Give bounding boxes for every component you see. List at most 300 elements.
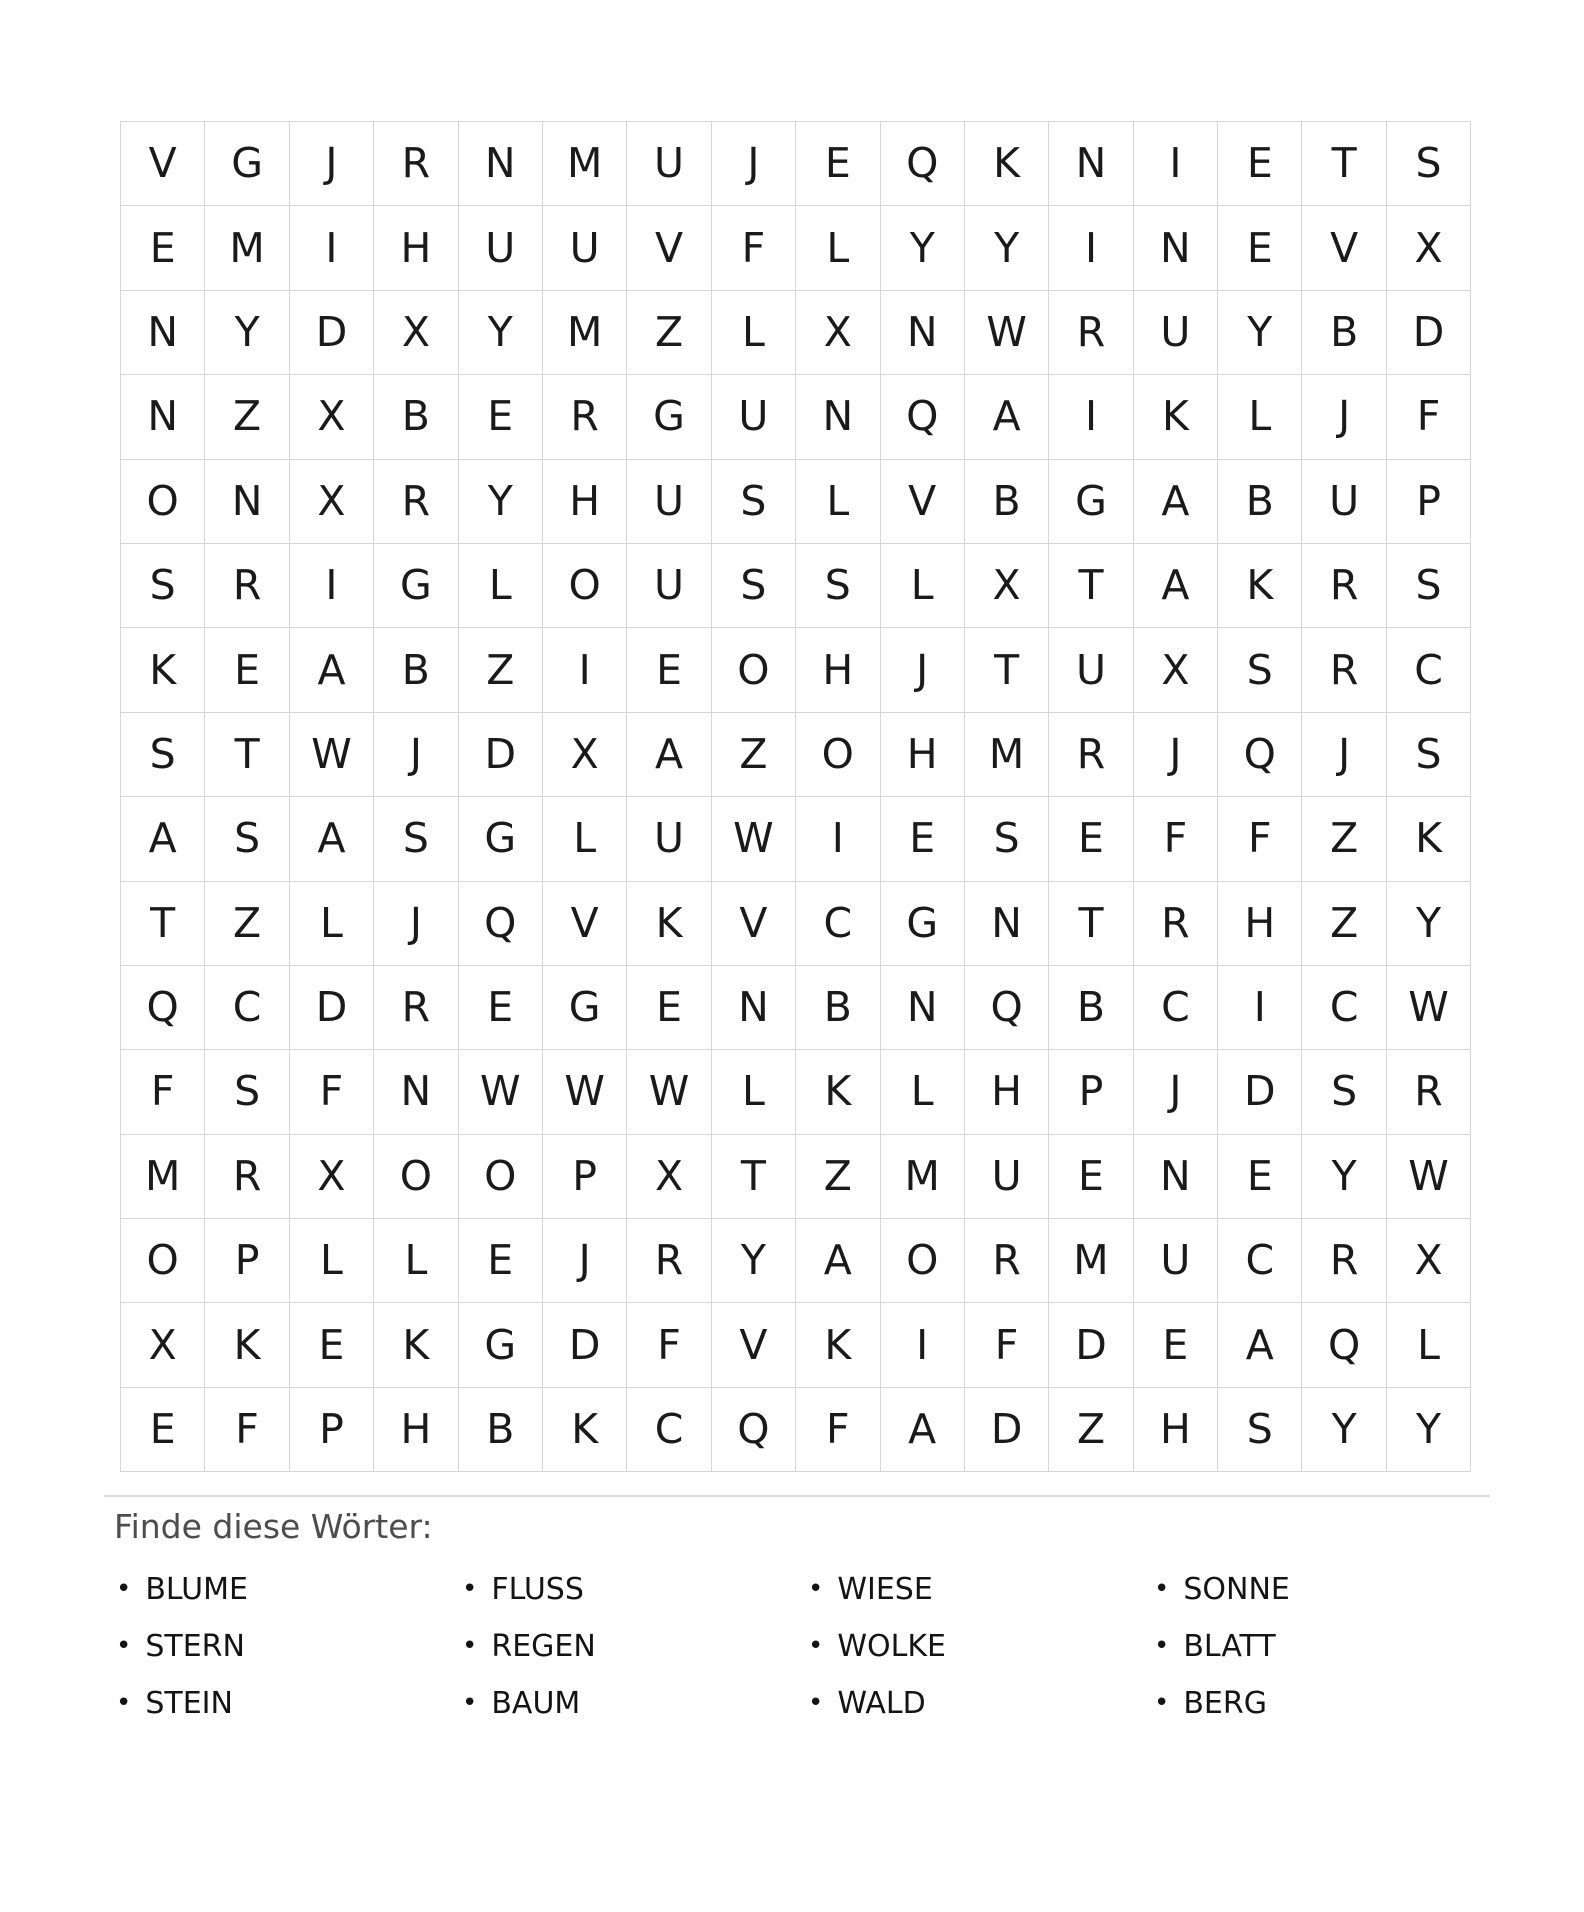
grid-cell[interactable]: S bbox=[1387, 544, 1470, 627]
grid-cell[interactable]: N bbox=[1134, 206, 1217, 289]
grid-cell[interactable]: W bbox=[965, 291, 1048, 374]
grid-cell[interactable]: K bbox=[374, 1303, 457, 1386]
bullet-icon: • bbox=[808, 1631, 824, 1662]
grid-cell[interactable]: G bbox=[1049, 460, 1132, 543]
grid-cell[interactable]: M bbox=[205, 206, 288, 289]
grid-cell[interactable]: E bbox=[796, 122, 879, 205]
grid-cell[interactable]: N bbox=[881, 966, 964, 1049]
grid-cell[interactable]: A bbox=[290, 797, 373, 880]
grid-cell[interactable]: H bbox=[543, 460, 626, 543]
grid-cell[interactable]: U bbox=[1049, 628, 1132, 711]
grid-cell[interactable]: R bbox=[1302, 1219, 1385, 1302]
grid-cell[interactable]: N bbox=[459, 122, 542, 205]
grid-cell[interactable]: T bbox=[712, 1135, 795, 1218]
word-list-item bbox=[450, 1675, 796, 1732]
grid-cell[interactable]: Q bbox=[121, 966, 204, 1049]
grid-cell[interactable]: K bbox=[205, 1303, 288, 1386]
grid-cell[interactable]: M bbox=[1049, 1219, 1132, 1302]
grid-cell[interactable]: S bbox=[1218, 1388, 1301, 1471]
grid-cell[interactable]: A bbox=[1218, 1303, 1301, 1386]
grid-cell[interactable]: C bbox=[1387, 628, 1470, 711]
grid-cell[interactable]: M bbox=[543, 291, 626, 374]
grid-cell[interactable]: Q bbox=[881, 375, 964, 458]
grid-cell[interactable]: C bbox=[796, 882, 879, 965]
grid-cell[interactable]: D bbox=[965, 1388, 1048, 1471]
grid-cell[interactable]: A bbox=[965, 375, 1048, 458]
grid-cell[interactable]: P bbox=[1387, 460, 1470, 543]
grid-cell[interactable]: D bbox=[543, 1303, 626, 1386]
word-label: BERG bbox=[1183, 1685, 1267, 1721]
grid-cell[interactable]: W bbox=[712, 797, 795, 880]
grid-cell[interactable]: T bbox=[1049, 882, 1132, 965]
word-list-item bbox=[796, 1675, 1142, 1732]
grid-cell[interactable]: E bbox=[627, 628, 710, 711]
grid-cell[interactable]: H bbox=[796, 628, 879, 711]
grid-cell[interactable]: E bbox=[1049, 1135, 1132, 1218]
grid-cell[interactable]: U bbox=[1302, 460, 1385, 543]
grid-cell[interactable]: A bbox=[627, 713, 710, 796]
grid-cell[interactable]: E bbox=[459, 966, 542, 1049]
word-list-item bbox=[104, 1675, 450, 1732]
grid-cell[interactable]: Y bbox=[965, 206, 1048, 289]
grid-cell[interactable]: S bbox=[205, 797, 288, 880]
grid-cell[interactable]: K bbox=[1387, 797, 1470, 880]
grid-cell[interactable]: L bbox=[796, 460, 879, 543]
word-list bbox=[104, 1561, 1490, 1732]
grid-cell[interactable]: T bbox=[965, 628, 1048, 711]
grid-cell[interactable]: T bbox=[1302, 122, 1385, 205]
grid-cell[interactable]: U bbox=[1134, 1219, 1217, 1302]
grid-cell[interactable]: N bbox=[121, 375, 204, 458]
grid-cell[interactable]: R bbox=[965, 1219, 1048, 1302]
grid-cell[interactable]: L bbox=[712, 291, 795, 374]
grid-cell[interactable]: Y bbox=[1218, 291, 1301, 374]
grid-cell[interactable]: D bbox=[290, 291, 373, 374]
grid-cell[interactable]: D bbox=[1387, 291, 1470, 374]
bullet-icon: • bbox=[462, 1574, 478, 1605]
grid-cell[interactable]: K bbox=[1134, 375, 1217, 458]
grid-cell[interactable]: L bbox=[1387, 1303, 1470, 1386]
word-list-column bbox=[104, 1561, 450, 1732]
grid-cell[interactable]: T bbox=[205, 713, 288, 796]
grid-cell[interactable]: G bbox=[205, 122, 288, 205]
grid-cell[interactable]: P bbox=[290, 1388, 373, 1471]
word-label: WALD bbox=[837, 1685, 926, 1721]
grid-cell[interactable]: S bbox=[712, 544, 795, 627]
grid-cell[interactable]: J bbox=[1302, 713, 1385, 796]
grid-cell[interactable]: R bbox=[1302, 628, 1385, 711]
grid-cell[interactable]: I bbox=[1134, 122, 1217, 205]
grid-cell[interactable]: Y bbox=[205, 291, 288, 374]
grid-cell[interactable]: I bbox=[881, 1303, 964, 1386]
grid-cell[interactable]: K bbox=[796, 1050, 879, 1133]
grid-cell[interactable]: S bbox=[121, 544, 204, 627]
grid-cell[interactable]: B bbox=[1049, 966, 1132, 1049]
grid-cell[interactable]: Y bbox=[712, 1219, 795, 1302]
grid-cell[interactable]: N bbox=[1049, 122, 1132, 205]
grid-cell[interactable]: F bbox=[121, 1050, 204, 1133]
grid-cell[interactable]: E bbox=[459, 1219, 542, 1302]
grid-cell[interactable]: X bbox=[796, 291, 879, 374]
grid-cell[interactable]: A bbox=[881, 1388, 964, 1471]
grid-cell[interactable]: U bbox=[965, 1135, 1048, 1218]
grid-cell[interactable]: C bbox=[205, 966, 288, 1049]
grid-cell[interactable]: D bbox=[1218, 1050, 1301, 1133]
word-list-item bbox=[1142, 1561, 1488, 1618]
word-list-column bbox=[1142, 1561, 1488, 1732]
grid-cell[interactable]: V bbox=[121, 122, 204, 205]
grid-cell[interactable]: M bbox=[965, 713, 1048, 796]
word-list-item bbox=[104, 1618, 450, 1675]
grid-cell[interactable]: V bbox=[627, 206, 710, 289]
grid-cell[interactable]: N bbox=[121, 291, 204, 374]
grid-cell[interactable]: F bbox=[290, 1050, 373, 1133]
grid-cell[interactable]: R bbox=[374, 122, 457, 205]
grid-cell[interactable]: W bbox=[1387, 966, 1470, 1049]
grid-cell[interactable]: V bbox=[712, 1303, 795, 1386]
grid-cell[interactable]: R bbox=[205, 544, 288, 627]
grid-cell[interactable]: O bbox=[796, 713, 879, 796]
grid-cell[interactable]: X bbox=[627, 1135, 710, 1218]
grid-cell[interactable]: O bbox=[121, 460, 204, 543]
grid-cell[interactable]: R bbox=[374, 460, 457, 543]
grid-cell[interactable]: Y bbox=[459, 460, 542, 543]
grid-cell[interactable]: K bbox=[965, 122, 1048, 205]
grid-cell[interactable]: F bbox=[1134, 797, 1217, 880]
grid-cell[interactable]: Q bbox=[459, 882, 542, 965]
grid-cell[interactable]: H bbox=[374, 206, 457, 289]
grid-cell[interactable]: D bbox=[459, 713, 542, 796]
grid-cell[interactable]: G bbox=[543, 966, 626, 1049]
grid-cell[interactable]: I bbox=[1049, 375, 1132, 458]
grid-cell[interactable]: Y bbox=[1387, 1388, 1470, 1471]
grid-cell[interactable]: X bbox=[290, 1135, 373, 1218]
grid-cell[interactable]: X bbox=[290, 375, 373, 458]
grid-cell[interactable]: W bbox=[627, 1050, 710, 1133]
grid-cell[interactable]: A bbox=[1134, 544, 1217, 627]
grid-cell[interactable]: R bbox=[1302, 544, 1385, 627]
grid-cell[interactable]: F bbox=[1387, 375, 1470, 458]
grid-cell[interactable]: K bbox=[121, 628, 204, 711]
grid-cell[interactable]: X bbox=[1387, 1219, 1470, 1302]
grid-cell[interactable]: U bbox=[627, 797, 710, 880]
grid-cell[interactable]: B bbox=[796, 966, 879, 1049]
grid-cell[interactable]: O bbox=[459, 1135, 542, 1218]
grid-cell[interactable]: U bbox=[1134, 291, 1217, 374]
word-list-heading: Finde diese Wörter: bbox=[114, 1507, 433, 1547]
grid-cell[interactable]: R bbox=[1049, 291, 1132, 374]
grid-cell[interactable]: O bbox=[121, 1219, 204, 1302]
grid-cell[interactable]: R bbox=[205, 1135, 288, 1218]
grid-cell[interactable]: K bbox=[796, 1303, 879, 1386]
grid-cell[interactable]: Y bbox=[1302, 1135, 1385, 1218]
grid-cell[interactable]: L bbox=[712, 1050, 795, 1133]
word-label: BAUM bbox=[491, 1685, 581, 1721]
grid-cell[interactable]: V bbox=[712, 882, 795, 965]
bullet-icon: • bbox=[462, 1688, 478, 1719]
bullet-icon: • bbox=[1154, 1631, 1170, 1662]
grid-cell[interactable]: G bbox=[459, 1303, 542, 1386]
grid-cell[interactable]: V bbox=[881, 460, 964, 543]
grid-cell[interactable]: F bbox=[796, 1388, 879, 1471]
grid-cell[interactable]: X bbox=[543, 713, 626, 796]
grid-cell[interactable]: J bbox=[1302, 375, 1385, 458]
grid-cell[interactable]: H bbox=[965, 1050, 1048, 1133]
grid-cell[interactable]: E bbox=[121, 1388, 204, 1471]
grid-cell[interactable]: Z bbox=[712, 713, 795, 796]
grid-cell[interactable]: X bbox=[121, 1303, 204, 1386]
grid-cell[interactable]: E bbox=[1218, 122, 1301, 205]
grid-cell[interactable]: Z bbox=[796, 1135, 879, 1218]
grid-cell[interactable]: X bbox=[965, 544, 1048, 627]
bullet-icon: • bbox=[808, 1688, 824, 1719]
grid-cell[interactable]: G bbox=[627, 375, 710, 458]
grid-cell[interactable]: I bbox=[796, 797, 879, 880]
grid-cell[interactable]: O bbox=[374, 1135, 457, 1218]
grid-cell[interactable]: J bbox=[290, 122, 373, 205]
grid-cell[interactable]: E bbox=[1134, 1303, 1217, 1386]
grid-cell[interactable]: I bbox=[543, 628, 626, 711]
grid-cell[interactable]: N bbox=[1134, 1135, 1217, 1218]
grid-cell[interactable]: P bbox=[1049, 1050, 1132, 1133]
grid-cell[interactable]: R bbox=[543, 375, 626, 458]
grid-cell[interactable]: S bbox=[374, 797, 457, 880]
grid-cell[interactable]: C bbox=[1218, 1219, 1301, 1302]
grid-cell[interactable]: F bbox=[205, 1388, 288, 1471]
grid-cell[interactable]: X bbox=[1387, 206, 1470, 289]
bullet-icon: • bbox=[808, 1574, 824, 1605]
grid-cell[interactable]: E bbox=[205, 628, 288, 711]
grid-cell[interactable]: R bbox=[1387, 1050, 1470, 1133]
grid-cell[interactable]: T bbox=[1049, 544, 1132, 627]
grid-cell[interactable]: S bbox=[1218, 628, 1301, 711]
grid-cell[interactable]: J bbox=[1134, 1050, 1217, 1133]
grid-cell[interactable]: D bbox=[290, 966, 373, 1049]
word-label: FLUSS bbox=[491, 1571, 584, 1607]
grid-cell[interactable]: G bbox=[459, 797, 542, 880]
grid-cell[interactable]: Z bbox=[205, 375, 288, 458]
grid-cell[interactable]: G bbox=[881, 882, 964, 965]
grid-cell[interactable]: G bbox=[374, 544, 457, 627]
grid-cell[interactable]: Y bbox=[1387, 882, 1470, 965]
grid-cell[interactable]: V bbox=[1302, 206, 1385, 289]
grid-cell[interactable]: N bbox=[205, 460, 288, 543]
grid-cell[interactable]: F bbox=[712, 206, 795, 289]
word-label: STEIN bbox=[145, 1685, 233, 1721]
grid-cell[interactable]: E bbox=[1218, 206, 1301, 289]
grid-cell[interactable]: L bbox=[881, 1050, 964, 1133]
grid-cell[interactable]: J bbox=[374, 713, 457, 796]
grid-cell[interactable]: B bbox=[1218, 460, 1301, 543]
grid-cell[interactable]: M bbox=[121, 1135, 204, 1218]
grid-cell[interactable]: E bbox=[1049, 797, 1132, 880]
grid-cell[interactable]: C bbox=[1302, 966, 1385, 1049]
grid-cell[interactable]: H bbox=[881, 713, 964, 796]
grid-cell[interactable]: Q bbox=[712, 1388, 795, 1471]
grid-cell[interactable]: H bbox=[1134, 1388, 1217, 1471]
grid-cell[interactable]: N bbox=[374, 1050, 457, 1133]
grid-cell[interactable]: S bbox=[1302, 1050, 1385, 1133]
grid-cell[interactable]: Q bbox=[881, 122, 964, 205]
grid-cell[interactable]: P bbox=[543, 1135, 626, 1218]
grid-cell[interactable]: A bbox=[796, 1219, 879, 1302]
letter-grid bbox=[120, 121, 1471, 1472]
grid-cell[interactable]: O bbox=[712, 628, 795, 711]
grid-cell[interactable]: U bbox=[459, 206, 542, 289]
grid-cell[interactable]: K bbox=[627, 882, 710, 965]
word-list-item bbox=[104, 1561, 450, 1618]
grid-cell[interactable]: X bbox=[290, 460, 373, 543]
grid-cell[interactable]: P bbox=[205, 1219, 288, 1302]
grid-cell[interactable]: I bbox=[290, 206, 373, 289]
grid-cell[interactable]: S bbox=[205, 1050, 288, 1133]
divider bbox=[104, 1495, 1490, 1497]
grid-cell[interactable]: L bbox=[543, 797, 626, 880]
grid-cell[interactable]: Y bbox=[881, 206, 964, 289]
grid-cell[interactable]: L bbox=[374, 1219, 457, 1302]
grid-cell[interactable]: U bbox=[627, 460, 710, 543]
grid-cell[interactable]: O bbox=[881, 1219, 964, 1302]
grid-cell[interactable]: L bbox=[459, 544, 542, 627]
grid-cell[interactable]: L bbox=[290, 882, 373, 965]
grid-cell[interactable]: N bbox=[712, 966, 795, 1049]
grid-cell[interactable]: Q bbox=[1302, 1303, 1385, 1386]
grid-cell[interactable]: X bbox=[374, 291, 457, 374]
grid-cell[interactable]: F bbox=[627, 1303, 710, 1386]
grid-cell[interactable]: L bbox=[881, 544, 964, 627]
grid-cell[interactable]: A bbox=[121, 797, 204, 880]
grid-cell[interactable]: L bbox=[796, 206, 879, 289]
word-list-column bbox=[796, 1561, 1142, 1732]
grid-cell[interactable]: W bbox=[459, 1050, 542, 1133]
grid-cell[interactable]: E bbox=[881, 797, 964, 880]
grid-cell[interactable]: Y bbox=[1302, 1388, 1385, 1471]
word-list-item bbox=[450, 1561, 796, 1618]
grid-cell[interactable]: W bbox=[290, 713, 373, 796]
grid-cell[interactable]: A bbox=[290, 628, 373, 711]
bullet-icon: • bbox=[1154, 1574, 1170, 1605]
grid-cell[interactable]: R bbox=[1049, 713, 1132, 796]
grid-cell[interactable]: K bbox=[543, 1388, 626, 1471]
grid-cell[interactable]: T bbox=[121, 882, 204, 965]
word-list-item bbox=[796, 1561, 1142, 1618]
grid-cell[interactable]: B bbox=[965, 460, 1048, 543]
grid-cell[interactable]: J bbox=[712, 122, 795, 205]
grid-cell[interactable]: Z bbox=[1302, 882, 1385, 965]
grid-cell[interactable]: U bbox=[627, 122, 710, 205]
grid-cell[interactable]: E bbox=[1218, 1135, 1301, 1218]
word-list-column bbox=[450, 1561, 796, 1732]
grid-cell[interactable]: S bbox=[1387, 713, 1470, 796]
grid-cell[interactable]: H bbox=[374, 1388, 457, 1471]
word-list-item bbox=[450, 1618, 796, 1675]
grid-cell[interactable]: B bbox=[1302, 291, 1385, 374]
grid-cell[interactable]: R bbox=[627, 1219, 710, 1302]
grid-cell[interactable]: Y bbox=[459, 291, 542, 374]
word-label: STERN bbox=[145, 1628, 245, 1664]
bullet-icon: • bbox=[116, 1631, 132, 1662]
bullet-icon: • bbox=[1154, 1688, 1170, 1719]
grid-cell[interactable]: N bbox=[796, 375, 879, 458]
grid-cell[interactable]: X bbox=[1134, 628, 1217, 711]
grid-cell[interactable]: F bbox=[965, 1303, 1048, 1386]
word-label: WIESE bbox=[837, 1571, 933, 1607]
grid-cell[interactable]: F bbox=[1218, 797, 1301, 880]
grid-cell[interactable]: E bbox=[290, 1303, 373, 1386]
grid-cell[interactable]: B bbox=[374, 628, 457, 711]
grid-cell[interactable]: U bbox=[627, 544, 710, 627]
grid-cell[interactable]: J bbox=[543, 1219, 626, 1302]
grid-cell[interactable]: U bbox=[543, 206, 626, 289]
word-list-item bbox=[796, 1618, 1142, 1675]
grid-cell[interactable]: Z bbox=[1049, 1388, 1132, 1471]
grid-cell[interactable]: J bbox=[881, 628, 964, 711]
grid-cell[interactable]: E bbox=[627, 966, 710, 1049]
grid-cell[interactable]: K bbox=[1218, 544, 1301, 627]
grid-cell[interactable]: S bbox=[965, 797, 1048, 880]
word-label: BLUME bbox=[145, 1571, 248, 1607]
word-list-item bbox=[1142, 1675, 1488, 1732]
grid-cell[interactable]: Q bbox=[1218, 713, 1301, 796]
grid-cell[interactable]: Z bbox=[627, 291, 710, 374]
grid-cell[interactable]: Q bbox=[965, 966, 1048, 1049]
grid-cell[interactable]: M bbox=[543, 122, 626, 205]
grid-cell[interactable]: R bbox=[1134, 882, 1217, 965]
word-list-item bbox=[1142, 1618, 1488, 1675]
grid-cell[interactable]: I bbox=[290, 544, 373, 627]
grid-cell[interactable]: L bbox=[290, 1219, 373, 1302]
grid-cell[interactable]: L bbox=[1218, 375, 1301, 458]
grid-cell[interactable]: B bbox=[374, 375, 457, 458]
grid-cell[interactable]: J bbox=[1134, 713, 1217, 796]
word-label: REGEN bbox=[491, 1628, 596, 1664]
grid-cell[interactable]: R bbox=[374, 966, 457, 1049]
grid-cell[interactable]: E bbox=[121, 206, 204, 289]
grid-cell[interactable]: S bbox=[1387, 122, 1470, 205]
grid-cell[interactable]: W bbox=[543, 1050, 626, 1133]
grid-cell[interactable]: Z bbox=[459, 628, 542, 711]
grid-cell[interactable]: N bbox=[965, 882, 1048, 965]
bullet-icon: • bbox=[116, 1574, 132, 1605]
grid-cell[interactable]: C bbox=[1134, 966, 1217, 1049]
bullet-icon: • bbox=[116, 1688, 132, 1719]
grid-cell[interactable]: U bbox=[712, 375, 795, 458]
grid-cell[interactable]: Z bbox=[205, 882, 288, 965]
grid-cell[interactable]: S bbox=[796, 544, 879, 627]
grid-cell[interactable]: H bbox=[1218, 882, 1301, 965]
grid-cell[interactable]: N bbox=[881, 291, 964, 374]
grid-cell[interactable]: B bbox=[459, 1388, 542, 1471]
grid-cell[interactable]: S bbox=[121, 713, 204, 796]
grid-cell[interactable]: E bbox=[459, 375, 542, 458]
grid-cell[interactable]: M bbox=[881, 1135, 964, 1218]
grid-cell[interactable]: I bbox=[1049, 206, 1132, 289]
word-label: BLATT bbox=[1183, 1628, 1276, 1664]
bullet-icon: • bbox=[462, 1631, 478, 1662]
grid-cell[interactable]: I bbox=[1218, 966, 1301, 1049]
grid-cell[interactable]: D bbox=[1049, 1303, 1132, 1386]
grid-cell[interactable]: O bbox=[543, 544, 626, 627]
word-label: SONNE bbox=[1183, 1571, 1290, 1607]
grid-cell[interactable]: Z bbox=[1302, 797, 1385, 880]
word-label: WOLKE bbox=[837, 1628, 946, 1664]
grid-cell[interactable]: J bbox=[374, 882, 457, 965]
grid-cell[interactable]: S bbox=[712, 460, 795, 543]
grid-cell[interactable]: C bbox=[627, 1388, 710, 1471]
grid-cell[interactable]: A bbox=[1134, 460, 1217, 543]
grid-cell[interactable]: W bbox=[1387, 1135, 1470, 1218]
grid-cell[interactable]: V bbox=[543, 882, 626, 965]
